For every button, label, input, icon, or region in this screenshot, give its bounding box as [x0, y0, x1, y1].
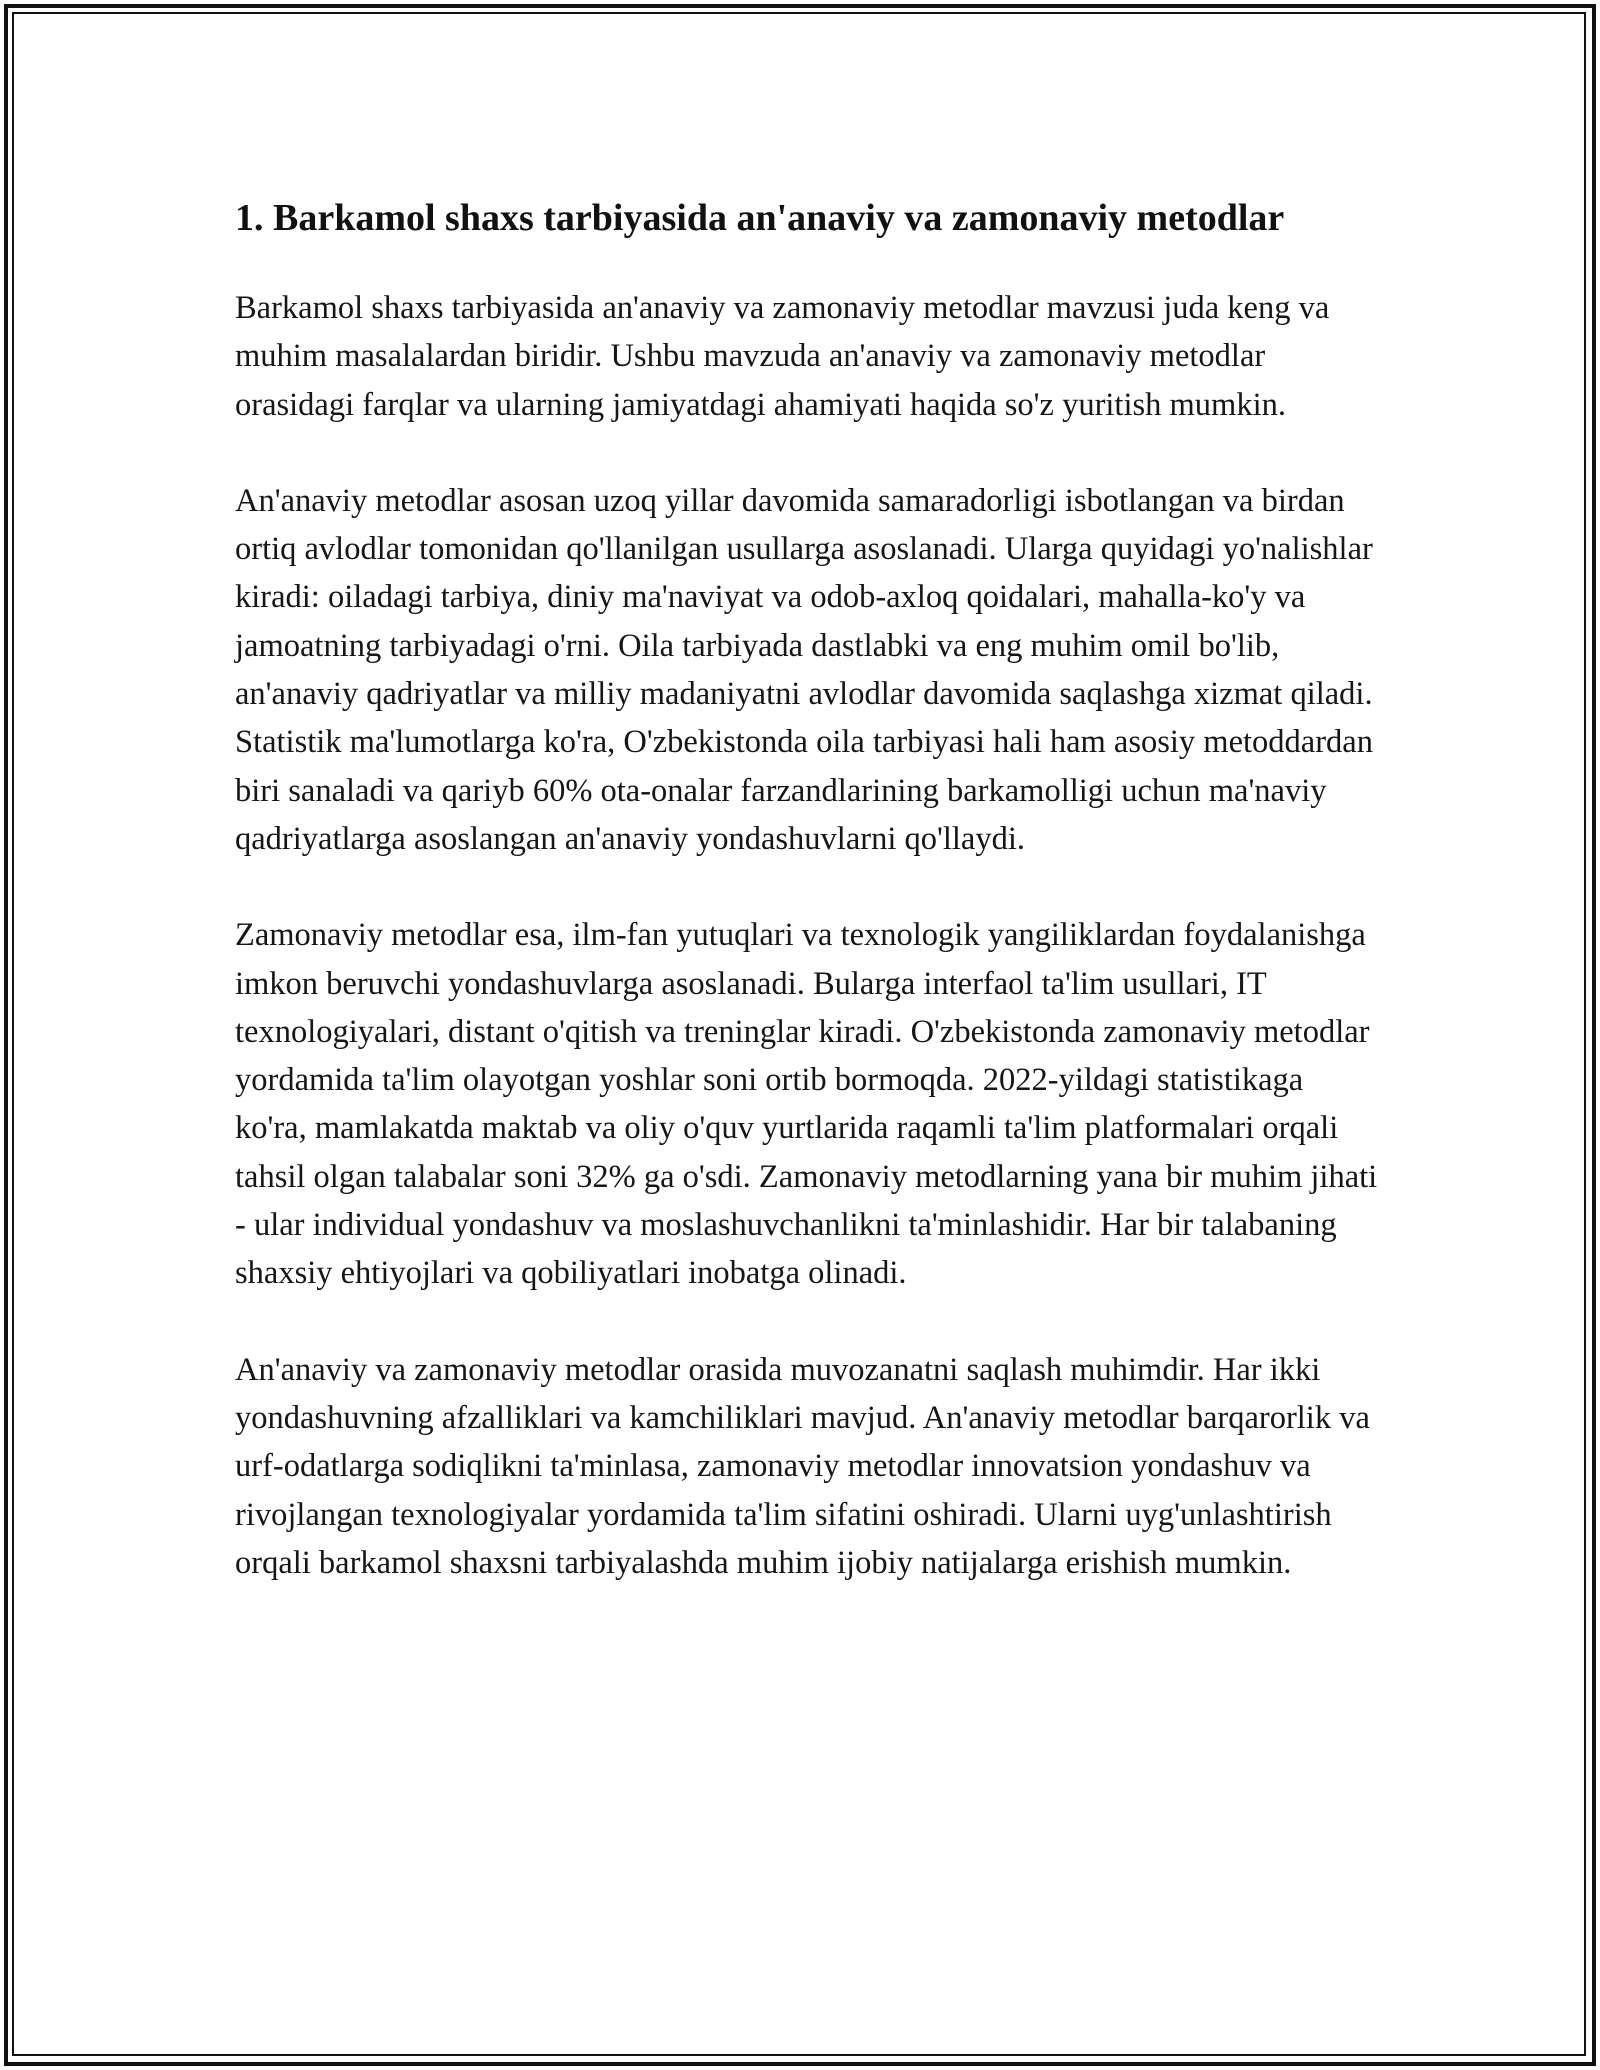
paragraph-intro: Barkamol shaxs tarbiyasida an'anaviy va zamonaviy metodlar mavzusi juda keng va muhim masalalardan biridir. Ushbu mavzuda an'anaviy va zamonaviy metodlar orasidagi farqlar va ularning jamiyatdagi ahamiyati haqida so'z yuritish mumkin.	[235, 290, 1330, 423]
section-heading: 1. Barkamol shaxs tarbiyasida an'anaviy va zamonaviy metodlar	[235, 197, 1285, 239]
document-body	[235, 190, 1380, 1635]
paragraph-traditional-methods: An'anaviy metodlar asosan uzoq yillar davomida samaradorligi isbotlangan va birdan ortiq avlodlar tomonidan qo'llanilgan usullarga asoslanadi. Ularga quyidagi yo'nalishlar kiradi: oiladagi tarbiya, diniy ma'naviyat va odob-axloq qoidalari, mahalla-ko'y va jamoatning tarbiyadagi o'rni. Oila tarbiyada dastlabki va eng muhim omil bo'lib, an'anaviy qadriyatlar va milliy madaniyatni avlodlar davomida saqlashga xizmat qiladi. Statistik ma'lumotlarga ko'ra, O'zbekistonda oila tarbiyasi hali ham asosiy metoddardan biri sanaladi va qariyb 60% ota-onalar farzandlarining barkamolligi uchun ma'naviy qadriyatlarga asoslangan an'anaviy yondashuvlarni qo'llaydi.	[235, 482, 1373, 857]
paragraph-balance: An'anaviy va zamonaviy metodlar orasida muvozanatni saqlash muhimdir. Har ikki yondashuvning afzalliklari va kamchiliklari mavjud. An'anaviy metodlar barqarorlik va urf-odatlarga sodiqlikni ta'minlasa, zamonaviy metodlar innovatsion yondashuv va rivojlangan texnologiyalar yordamida ta'lim sifatini oshiradi. Ularni uyg'unlashtirish orqali barkamol shaxsni tarbiyalashda muhim ijobiy natijalarga erishish mumkin.	[235, 1351, 1370, 1581]
paragraph-modern-methods: Zamonaviy metodlar esa, ilm-fan yutuqlari va texnologik yangiliklardan foydalanishga imkon beruvchi yondashuvlarga asoslanadi. Bularga interfaol ta'lim usullari, IT texnologiyalari, distant o'qitish va treninglar kiradi. O'zbekistonda zamonaviy metodlar yordamida ta'lim olayotgan yoshlar soni ortib bormoqda. 2022-yildagi statistikaga ko'ra, mamlakatda maktab va oliy o'quv yurtlarida raqamli ta'lim platformalari orqali tahsil olgan talabalar soni 32% ga o'sdi. Zamonaviy metodlarning yana bir muhim jihati - ular individual yondashuv va moslashuvchanlikni ta'minlashidir. Har bir talabaning shaxsiy ehtiyojlari va qobiliyatlari inobatga olinadi.	[235, 917, 1378, 1292]
